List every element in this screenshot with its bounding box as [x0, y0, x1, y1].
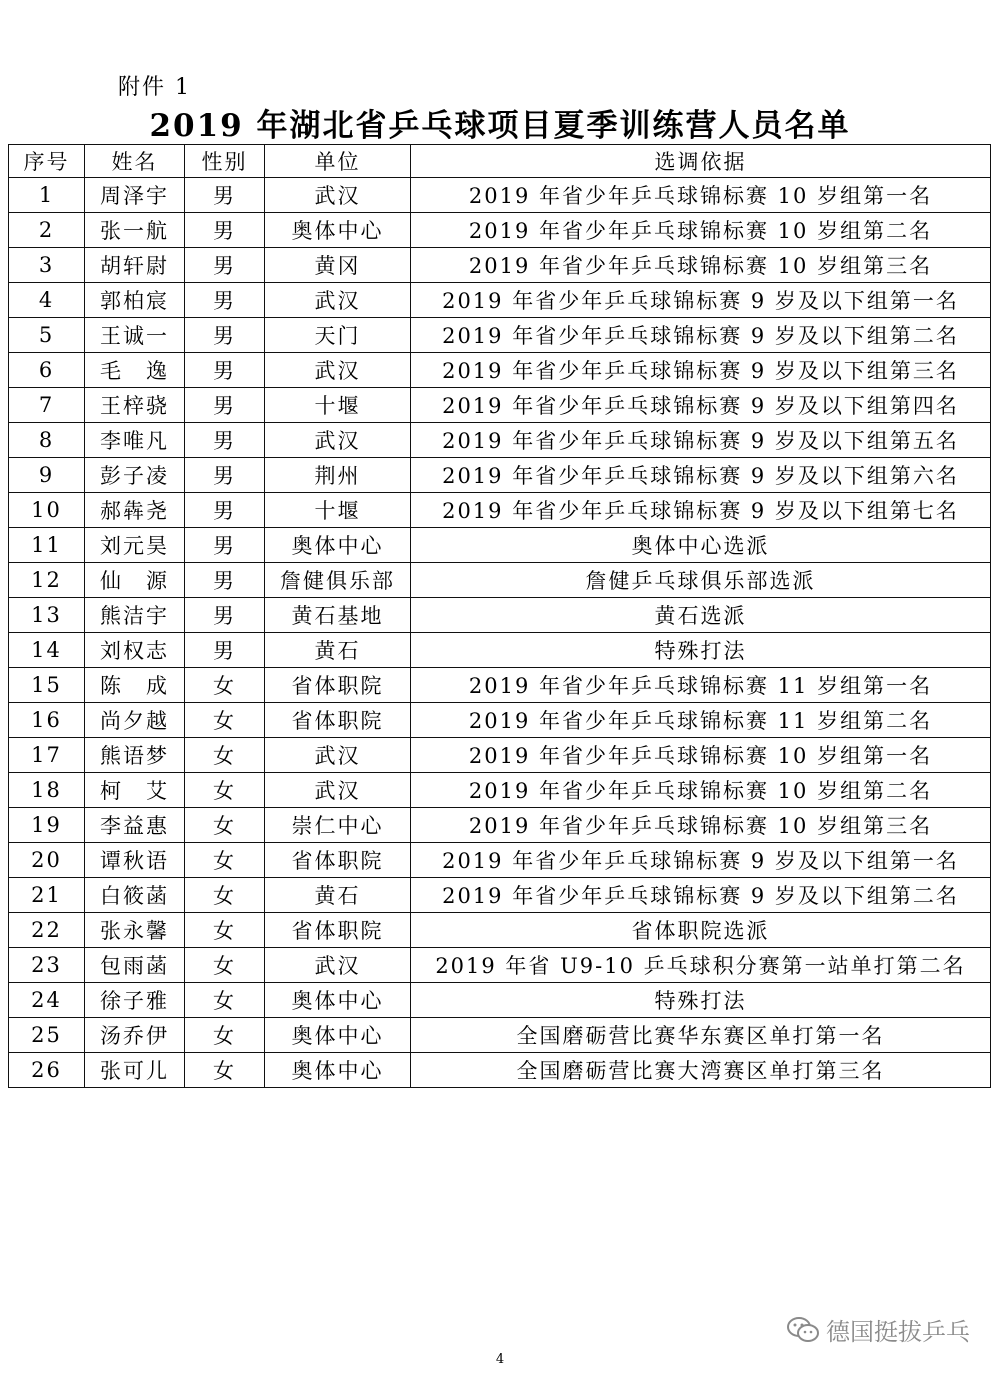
basis-cell: 全国磨砺营比赛大湾赛区单打第三名 — [411, 1053, 991, 1088]
gender-cell: 男 — [185, 213, 265, 248]
name-cell: 王诚一 — [85, 318, 185, 353]
row-index-cell: 13 — [9, 598, 85, 633]
unit-cell: 奥体中心 — [265, 213, 411, 248]
header-cell: 性别 — [185, 145, 265, 178]
unit-cell: 奥体中心 — [265, 983, 411, 1018]
table-row — [9, 703, 991, 738]
name-cell: 谭秋语 — [85, 843, 185, 878]
basis-cell: 2019 年省少年乒乓球锦标赛 9 岁及以下组第七名 — [411, 493, 991, 528]
gender-cell: 女 — [185, 913, 265, 948]
gender-cell: 女 — [185, 878, 265, 913]
name-cell: 陈 成 — [85, 668, 185, 703]
roster-table — [8, 144, 991, 1088]
table-body — [9, 178, 991, 1088]
row-index-cell: 12 — [9, 563, 85, 598]
name-cell: 李唯凡 — [85, 423, 185, 458]
row-index-cell: 15 — [9, 668, 85, 703]
name-cell: 汤乔伊 — [85, 1018, 185, 1053]
wechat-icon — [786, 1316, 820, 1344]
gender-cell: 男 — [185, 423, 265, 458]
unit-cell: 十堰 — [265, 493, 411, 528]
basis-cell: 奥体中心选派 — [411, 528, 991, 563]
name-cell: 郭柏宸 — [85, 283, 185, 318]
row-index-cell: 5 — [9, 318, 85, 353]
basis-cell: 2019 年省少年乒乓球锦标赛 9 岁及以下组第一名 — [411, 283, 991, 318]
table-row — [9, 353, 991, 388]
basis-cell: 2019 年省少年乒乓球锦标赛 11 岁组第二名 — [411, 703, 991, 738]
row-index-cell: 9 — [9, 458, 85, 493]
table-row — [9, 563, 991, 598]
table-row — [9, 388, 991, 423]
name-cell: 张永馨 — [85, 913, 185, 948]
basis-cell: 2019 年省少年乒乓球锦标赛 9 岁及以下组第二名 — [411, 318, 991, 353]
unit-cell: 武汉 — [265, 948, 411, 983]
row-index-cell: 25 — [9, 1018, 85, 1053]
row-index-cell: 7 — [9, 388, 85, 423]
unit-cell: 省体职院 — [265, 703, 411, 738]
basis-cell: 2019 年省少年乒乓球锦标赛 9 岁及以下组第二名 — [411, 878, 991, 913]
row-index-cell: 4 — [9, 283, 85, 318]
header-cell: 单位 — [265, 145, 411, 178]
gender-cell: 女 — [185, 843, 265, 878]
basis-cell: 2019 年省少年乒乓球锦标赛 10 岁组第三名 — [411, 248, 991, 283]
table-row — [9, 983, 991, 1018]
basis-cell: 2019 年省少年乒乓球锦标赛 10 岁组第三名 — [411, 808, 991, 843]
basis-cell: 2019 年省少年乒乓球锦标赛 9 岁及以下组第六名 — [411, 458, 991, 493]
gender-cell: 男 — [185, 353, 265, 388]
name-cell: 柯 艾 — [85, 773, 185, 808]
name-cell: 张一航 — [85, 213, 185, 248]
table-row — [9, 283, 991, 318]
unit-cell: 奥体中心 — [265, 1053, 411, 1088]
row-index-cell: 26 — [9, 1053, 85, 1088]
table-row — [9, 843, 991, 878]
row-index-cell: 23 — [9, 948, 85, 983]
row-index-cell: 3 — [9, 248, 85, 283]
name-cell: 徐子雅 — [85, 983, 185, 1018]
row-index-cell: 16 — [9, 703, 85, 738]
table-row — [9, 318, 991, 353]
basis-cell: 特殊打法 — [411, 633, 991, 668]
row-index-cell: 22 — [9, 913, 85, 948]
gender-cell: 女 — [185, 773, 265, 808]
unit-cell: 黄石 — [265, 633, 411, 668]
name-cell: 彭子凌 — [85, 458, 185, 493]
table-row — [9, 458, 991, 493]
table-row — [9, 1018, 991, 1053]
basis-cell: 省体职院选派 — [411, 913, 991, 948]
gender-cell: 男 — [185, 318, 265, 353]
table-row — [9, 738, 991, 773]
unit-cell: 省体职院 — [265, 843, 411, 878]
name-cell: 尚夕越 — [85, 703, 185, 738]
gender-cell: 女 — [185, 808, 265, 843]
unit-cell: 黄石 — [265, 878, 411, 913]
document-title: 2019 年湖北省乒乓球项目夏季训练营人员名单 — [149, 108, 851, 144]
table-row — [9, 598, 991, 633]
gender-cell: 男 — [185, 633, 265, 668]
unit-cell: 奥体中心 — [265, 1018, 411, 1053]
row-index-cell: 8 — [9, 423, 85, 458]
unit-cell: 荆州 — [265, 458, 411, 493]
unit-cell: 天门 — [265, 318, 411, 353]
gender-cell: 女 — [185, 983, 265, 1018]
unit-cell: 十堰 — [265, 388, 411, 423]
row-index-cell: 14 — [9, 633, 85, 668]
unit-cell: 黄冈 — [265, 248, 411, 283]
gender-cell: 女 — [185, 948, 265, 983]
basis-cell: 2019 年省少年乒乓球锦标赛 11 岁组第一名 — [411, 668, 991, 703]
table-row — [9, 878, 991, 913]
name-cell: 李益惠 — [85, 808, 185, 843]
unit-cell: 武汉 — [265, 773, 411, 808]
gender-cell: 女 — [185, 1053, 265, 1088]
table-row — [9, 493, 991, 528]
name-cell: 刘权志 — [85, 633, 185, 668]
name-cell: 毛 逸 — [85, 353, 185, 388]
header-cell: 选调依据 — [411, 145, 991, 178]
gender-cell: 男 — [185, 248, 265, 283]
row-index-cell: 11 — [9, 528, 85, 563]
name-cell: 王梓骁 — [85, 388, 185, 423]
row-index-cell: 21 — [9, 878, 85, 913]
name-cell: 张可儿 — [85, 1053, 185, 1088]
gender-cell: 男 — [185, 458, 265, 493]
unit-cell: 奥体中心 — [265, 528, 411, 563]
basis-cell: 2019 年省少年乒乓球锦标赛 9 岁及以下组第三名 — [411, 353, 991, 388]
name-cell: 郝犇尧 — [85, 493, 185, 528]
attachment-label: 附件 1 — [118, 75, 191, 100]
unit-cell: 武汉 — [265, 353, 411, 388]
name-cell: 仙 源 — [85, 563, 185, 598]
table-row — [9, 1053, 991, 1088]
gender-cell: 男 — [185, 528, 265, 563]
unit-cell: 武汉 — [265, 178, 411, 213]
unit-cell: 省体职院 — [265, 913, 411, 948]
header-cell: 姓名 — [85, 145, 185, 178]
basis-cell: 2019 年省少年乒乓球锦标赛 9 岁及以下组第一名 — [411, 843, 991, 878]
unit-cell: 武汉 — [265, 738, 411, 773]
basis-cell: 詹健乒乓球俱乐部选派 — [411, 563, 991, 598]
basis-cell: 特殊打法 — [411, 983, 991, 1018]
name-cell: 周泽宇 — [85, 178, 185, 213]
table-row — [9, 248, 991, 283]
unit-cell: 詹健俱乐部 — [265, 563, 411, 598]
row-index-cell: 19 — [9, 808, 85, 843]
basis-cell: 2019 年省少年乒乓球锦标赛 10 岁组第一名 — [411, 738, 991, 773]
table-row — [9, 948, 991, 983]
row-index-cell: 1 — [9, 178, 85, 213]
name-cell: 熊语梦 — [85, 738, 185, 773]
name-cell: 包雨菡 — [85, 948, 185, 983]
gender-cell: 女 — [185, 703, 265, 738]
gender-cell: 男 — [185, 388, 265, 423]
basis-cell: 2019 年省少年乒乓球锦标赛 9 岁及以下组第四名 — [411, 388, 991, 423]
row-index-cell: 20 — [9, 843, 85, 878]
gender-cell: 男 — [185, 493, 265, 528]
unit-cell: 省体职院 — [265, 668, 411, 703]
basis-cell: 全国磨砺营比赛华东赛区单打第一名 — [411, 1018, 991, 1053]
table-row — [9, 423, 991, 458]
gender-cell: 男 — [185, 598, 265, 633]
gender-cell: 女 — [185, 738, 265, 773]
table-row — [9, 773, 991, 808]
name-cell: 胡轩尉 — [85, 248, 185, 283]
gender-cell: 男 — [185, 283, 265, 318]
gender-cell: 女 — [185, 668, 265, 703]
name-cell: 白筱菡 — [85, 878, 185, 913]
gender-cell: 男 — [185, 178, 265, 213]
basis-cell: 黄石选派 — [411, 598, 991, 633]
row-index-cell: 2 — [9, 213, 85, 248]
unit-cell: 崇仁中心 — [265, 808, 411, 843]
row-index-cell: 10 — [9, 493, 85, 528]
basis-cell: 2019 年省少年乒乓球锦标赛 9 岁及以下组第五名 — [411, 423, 991, 458]
header-cell: 序号 — [9, 145, 85, 178]
row-index-cell: 24 — [9, 983, 85, 1018]
basis-cell: 2019 年省少年乒乓球锦标赛 10 岁组第二名 — [411, 213, 991, 248]
table-row — [9, 213, 991, 248]
basis-cell: 2019 年省少年乒乓球锦标赛 10 岁组第一名 — [411, 178, 991, 213]
table-row — [9, 528, 991, 563]
gender-cell: 男 — [185, 563, 265, 598]
table-row — [9, 178, 991, 213]
watermark — [786, 1312, 970, 1347]
gender-cell: 女 — [185, 1018, 265, 1053]
table-row — [9, 668, 991, 703]
row-index-cell: 18 — [9, 773, 85, 808]
table-row — [9, 808, 991, 843]
page-number: 4 — [495, 1352, 505, 1367]
row-index-cell: 6 — [9, 353, 85, 388]
table-row — [9, 913, 991, 948]
basis-cell: 2019 年省 U9-10 乒乓球积分赛第一站单打第二名 — [411, 948, 991, 983]
unit-cell: 黄石基地 — [265, 598, 411, 633]
watermark-text: 德国挺拔乒乓 — [826, 1318, 970, 1346]
unit-cell: 武汉 — [265, 423, 411, 458]
basis-cell: 2019 年省少年乒乓球锦标赛 10 岁组第二名 — [411, 773, 991, 808]
name-cell: 熊洁宇 — [85, 598, 185, 633]
unit-cell: 武汉 — [265, 283, 411, 318]
table-row — [9, 633, 991, 668]
table-header-row — [9, 145, 991, 178]
row-index-cell: 17 — [9, 738, 85, 773]
name-cell: 刘元昊 — [85, 528, 185, 563]
